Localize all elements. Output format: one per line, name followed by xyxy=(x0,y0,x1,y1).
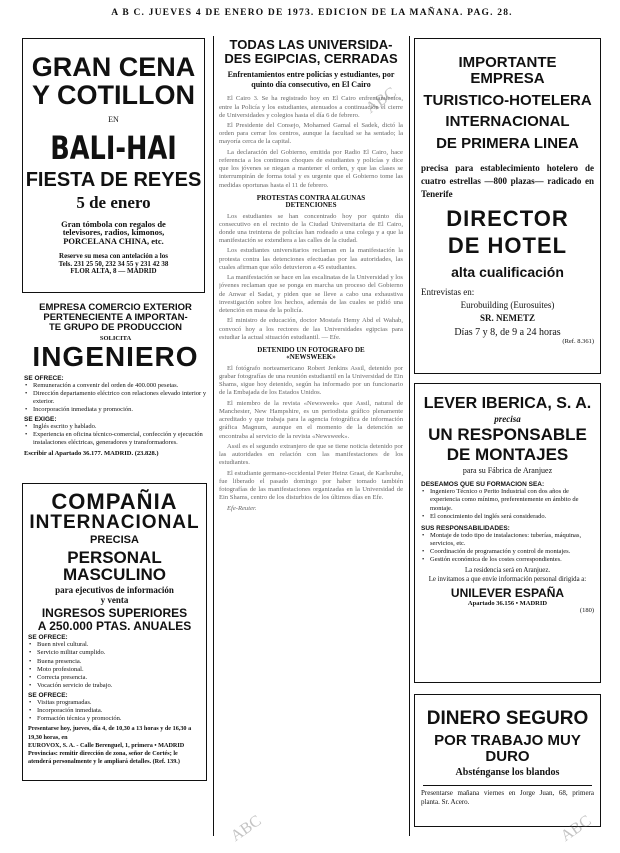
list-item: • Visitas programadas. xyxy=(37,699,201,707)
article-title-1: TODAS LAS UNIVERSIDA- xyxy=(229,38,393,52)
hotel-line-6: DIRECTOR xyxy=(446,205,569,231)
bali-line-11: Tels. 231 25 50, 232 34 55 y 231 42 38 xyxy=(58,259,169,268)
article-paragraph: La manifestación se hace en las escalinatas de la Universidad y los jóvenes reclaman que se ponga en marcha un proceso del Gobierno de Anwar el Sadat, y piden que se lleve a cabo una exhaustiva investigación sobre los hechos, además de las cuales se pidió una detención en masa de la policía. xyxy=(219,274,403,315)
list-item: • Gestión económica de los costes correspondientes. xyxy=(430,556,594,564)
article-paragraph: Los estudiantes universitarios reclaman en la manifestación la protesta contra las detenciones efectuadas por las autoridades, las cuales afirman que sólo detuvieron a 45 estudiantes. xyxy=(219,247,403,271)
ing-line-2: PERTENECIENTE A IMPORTAN- xyxy=(43,311,188,323)
list-item: • Incorporación inmediata y promoción. xyxy=(33,406,207,414)
comp-line-1: COMPAÑIA xyxy=(51,489,178,514)
ing-solicita: SOLICITA xyxy=(99,334,132,342)
lever-line-4: DE MONTAJES xyxy=(446,445,569,465)
bali-title-2: Y COTILLON xyxy=(31,80,195,111)
lever-sec-1: DESEAMOS QUE SU FORMACION SEA: xyxy=(421,481,545,489)
bali-line-7: Gran tómbola con regalos de xyxy=(61,218,166,229)
hotel-line-8: alta cualificación xyxy=(451,264,564,281)
hotel-ref: (Ref. 8.361) xyxy=(562,337,594,345)
article-paragraph: El fotógrafo norteamericano Robert Jenkins Assil, detenido por grabar fotografías de una reunión estudiantil en la Universidad de Ein Shams, sigue hoy detenido, según ha informado por un funcionario de la Embajada de los Estados Unidos. xyxy=(219,364,403,397)
dinero-line-4: Presentarse mañana viernes en Jorge Juan, 68, primera planta. Sr. Acero. xyxy=(421,788,594,807)
bali-title-1: GRAN CENA xyxy=(31,52,196,82)
list-item: • Moto profesional. xyxy=(37,666,201,674)
column-rule-left xyxy=(213,36,214,836)
lever-line-6: La residencia será en Aranjuez. xyxy=(464,567,551,575)
hotel-line-10: Eurobuilding (Eurosuites) xyxy=(460,300,555,311)
hotel-line-12: Días 7 y 8, de 9 a 24 horas xyxy=(454,327,561,339)
comp-line-4: PERSONAL MASCULINO xyxy=(63,547,166,585)
lever-line-7: Le invitamos a que envíe información personal dirigida a: xyxy=(428,576,587,584)
ad-ingeniero xyxy=(24,303,207,475)
list-item: • Coordinación de programación y control de montajes. xyxy=(430,548,594,556)
column-rule-right xyxy=(409,36,410,836)
dinero-line-2: POR TRABAJO MUY DURO xyxy=(434,731,581,765)
article-heading-2 xyxy=(219,195,403,210)
hotel-line-2: TURISTICO-HOTELERA xyxy=(423,91,592,109)
ad-compania xyxy=(22,483,207,781)
comp-line-2: INTERNACIONAL xyxy=(29,512,200,534)
page-header: A B C. JUEVES 4 DE ENERO DE 1973. EDICION DE LA MAÑANA. PAG. 28. xyxy=(111,8,513,18)
article-paragraph: El ministro de educación, doctor Mostafa Hemy Abd el Wahab, convocó hoy a los rectores de las Universidades egipcias para estudiar la actual situación estudiantil. — Efe. xyxy=(219,317,403,341)
lever-line-9: Apartado 36.156 • MADRID xyxy=(467,600,548,608)
article-subtitle: Enfrentamientos entre policías y estudiantes, por quinto día consecutivo, en El Cairo xyxy=(227,70,395,90)
comp-line-8: A 250.000 PTAS. ANUALES xyxy=(37,618,192,633)
comp-foot-3: Provincias: remitir dirección de zona, señor de Cortés; le atenderá personalmente y le ampliará detalles. (Ref. 139.) xyxy=(28,749,180,765)
article-paragraph: El miembro de la revista «Newsweek» que Assil, natural de Manchester, New Hampshire, es un periodista gráfico plenamente acreditado y que trabaja para la agencia fotográfica de información gráfica Magnum, aunque en el momento de la detención se encontraba al servicio de la revista «Newsweek». xyxy=(219,399,403,440)
hotel-line-5: precisa para establecimiento hotelero de cuatro estrellas —800 plazas— radicado en Tenerife xyxy=(421,162,594,199)
list-item: • Experiencia en oficina técnico-comercial, confección y ejecución instalaciones eléctricas, generadores y transformadores. xyxy=(33,431,207,447)
lever-line-2: precisa xyxy=(494,413,521,424)
article-paragraph: La declaración del Gobierno, emitida por Radio El Cairo, hace referencia a los continuos choques de estudiantes y policías y dice que los jóvenes se niegan a mantener el orden, y que las clases se interrumpirán de forma total y es urgente que el Gobierno tome las medidas oportunas hasta el 11 de febrero. xyxy=(219,148,403,189)
ing-title: INGENIERO xyxy=(32,340,199,372)
article-heading-2b: DETENCIONES xyxy=(285,201,337,210)
bali-date: 5 de enero xyxy=(76,192,151,212)
hotel-line-1: IMPORTANTE EMPRESA xyxy=(458,54,557,87)
ing-footer: Escribir al Apartado 36.177. MADRID. (23.828.) xyxy=(24,449,159,457)
bali-line-8: televisores, radios, kimonos, xyxy=(62,227,165,238)
list-item: • Formación técnica y promoción. xyxy=(37,715,201,723)
abc-watermark: ABC xyxy=(362,84,400,117)
ing-line-3: TE GRUPO DE PRODUCCION xyxy=(48,321,182,333)
article-heading-3 xyxy=(219,347,403,362)
comp-line-7: INGRESOS SUPERIORES xyxy=(41,606,188,621)
article-paragraph: El Cairo 3. Se ha registrado hoy en El Cairo enfrentamientos, entre la Policía y los estudiantes, atenuados a continuación el cierre de Universidades y colegios hasta el día 6 de febrero. xyxy=(219,95,403,119)
list-item: • Vocación servicio de trabajo. xyxy=(37,682,201,690)
comp-foot-1: Presentarse hoy, jueves, día 4, de 10,30 a 13 horas y de 16,30 a 19,30 horas, en xyxy=(28,725,192,741)
article-paragraph: Assil es el segundo extranjero de que se tiene noticia detenido por las autoridades en relación con las manifestaciones de los estudiantes. xyxy=(219,442,403,467)
list-item: • Montaje de todo tipo de instalaciones: tuberías, máquinas, servicios, etc. xyxy=(430,532,594,548)
bali-line-10: Reserve su mesa con antelación a los xyxy=(59,252,168,261)
ing-line-1: EMPRESA COMERCIO EXTERIOR xyxy=(39,302,192,313)
lever-sec-2: SUS RESPONSABILIDADES: xyxy=(421,524,510,532)
comp-line-6: y venta xyxy=(100,594,129,605)
list-item: • Incorporación inmediata. xyxy=(37,707,201,715)
comp-ofrece-heading: SE OFRECE: xyxy=(28,634,68,642)
ad-hotel xyxy=(414,38,601,374)
hotel-line-4: DE PRIMERA LINEA xyxy=(436,135,579,152)
comp-line-3: PRECISA xyxy=(90,534,139,547)
list-item: • Dirección departamento eléctrico con relaciones elevado interior y exterior. xyxy=(33,390,207,406)
lever-line-3: UN RESPONSABLE xyxy=(428,425,587,445)
ing-ofrece-heading: SE OFRECE: xyxy=(24,374,64,382)
ad-dinero xyxy=(414,694,601,827)
comp-line-5: para ejecutivos de información xyxy=(55,585,174,596)
lever-line-1: LEVER IBERICA, S. A. xyxy=(423,395,592,412)
bali-name: BALI-HAI xyxy=(50,129,177,168)
abc-watermark: ABC xyxy=(227,812,265,845)
comp-exige-heading: SE OFRECE: xyxy=(28,692,68,700)
list-item: • Remuneración a convenir del orden de 400.000 pesetas. xyxy=(33,382,207,390)
lever-line-8: UNILEVER ESPAÑA xyxy=(450,586,565,601)
dinero-line-3: Absténganse los blandos xyxy=(455,767,560,779)
bali-line-12: FLOR ALTA, 8 — MADRID xyxy=(70,266,157,275)
hotel-line-11: SR. NEMETZ xyxy=(479,312,535,323)
list-item: • Inglés escrito y hablado. xyxy=(33,423,207,431)
ad-lever xyxy=(414,383,601,683)
article-paragraph: El Presidente del Consejo, Mohamed Gamal el Sadek, dictó la orden para cerrar los centros, aunque la facultad se ha sentado; la mayoría cerca de la capital. xyxy=(219,121,403,146)
dinero-line-1: DINERO SEGURO xyxy=(426,708,589,729)
list-item: • Correcta presencia. xyxy=(37,674,201,682)
article-byline: Efe-Reuter. xyxy=(227,504,257,512)
bali-line-9: PORCELANA CHINA, etc. xyxy=(63,236,164,247)
article xyxy=(219,38,403,828)
comp-foot-2: EUROVOX, S. A. - Calle Berenguel, 1, primera • MADRID xyxy=(28,741,185,749)
list-item: • El conocimiento del inglés será considerado. xyxy=(430,513,594,521)
hotel-line-7: DE HOTEL xyxy=(447,232,568,258)
abc-watermark: ABC xyxy=(557,812,595,845)
article-heading-2a: PROTESTAS CONTRA ALGUNAS xyxy=(256,193,366,202)
lever-line-5: para su Fábrica de Aranjuez xyxy=(462,465,553,475)
list-item: • Servicio militar cumplido. xyxy=(37,649,201,657)
bali-en: EN xyxy=(108,114,119,124)
list-item: • Buen nivel cultural. xyxy=(37,641,201,649)
lever-ref: (180) xyxy=(579,607,594,615)
dinero-divider xyxy=(423,785,592,786)
hotel-line-9: Entrevistas en: xyxy=(421,286,475,297)
list-item: • Ingeniero Técnico o Perito Industrial con dos años de experiencia como mínimo, preferentemente en ámbito de montaje. xyxy=(430,488,594,512)
article-heading-3b: «NEWSWEEK» xyxy=(286,353,336,362)
article-paragraph: El estudiante germano-occidental Peter Heinz Graat, de Karlsruhe, fue liberado el pasado domingo por haber tomado también fotografías de las manifestaciones organizadas en la Universidad de Ein Shams, centro de los disturbios de los últimos días en Efe. xyxy=(219,469,403,502)
hotel-line-3: INTERNACIONAL xyxy=(445,113,570,131)
article-paragraph: Los estudiantes se han concentrado hoy por quinto día consecutivo en el recinto de la Ciudad Universitaria de El Cairo, donde una treintena de policías han rodeado a una colega y a que la manifestación se extendiera a las calles de la ciudad. xyxy=(219,212,403,245)
ad-bali-hai xyxy=(22,38,205,293)
article-heading-3a: DETENIDO UN FOTOGRAFO DE xyxy=(257,346,365,355)
ing-exige-heading: SE EXIGE: xyxy=(24,416,57,424)
article-title-2: DES EGIPCIAS, CERRADAS xyxy=(224,50,398,66)
list-item: • Buena presencia. xyxy=(37,658,201,666)
bali-fiesta: FIESTA DE REYES xyxy=(25,168,202,191)
